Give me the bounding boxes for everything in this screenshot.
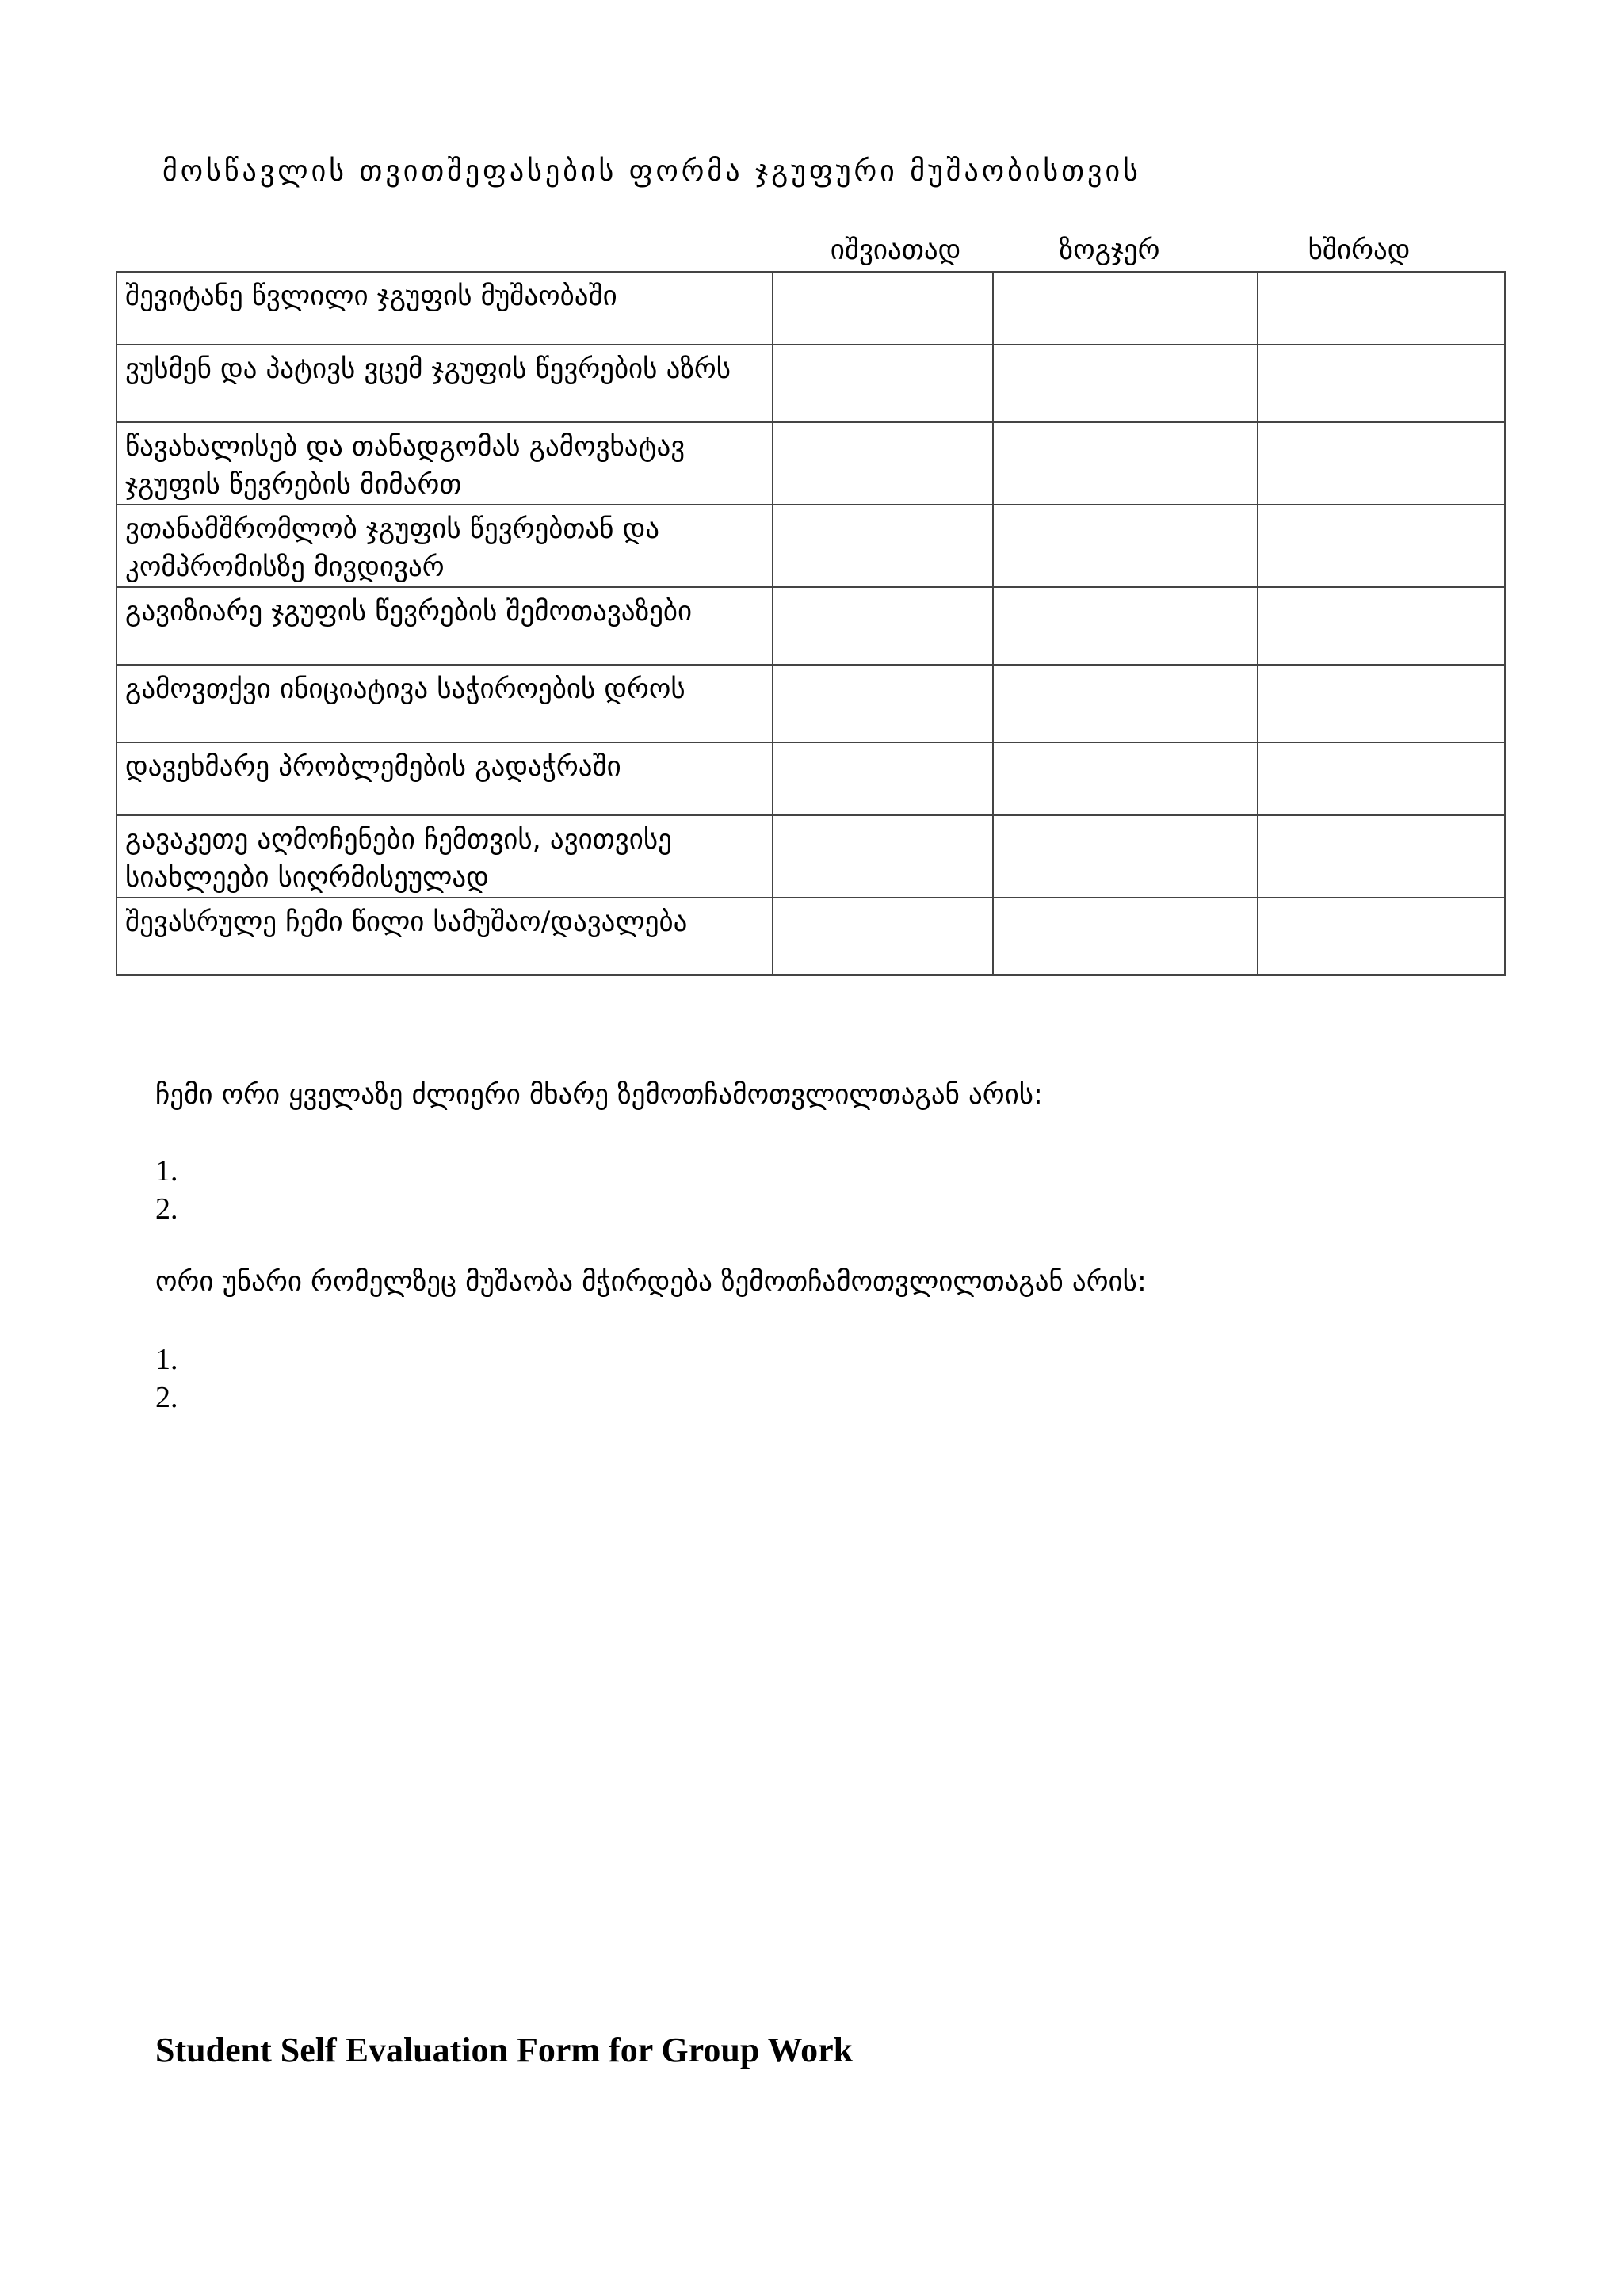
column-header-sometimes: ზოგჯერ <box>1059 235 1160 266</box>
strength-item-1: 1. <box>155 1154 178 1188</box>
rating-cell-often[interactable] <box>1258 505 1505 587</box>
table-row <box>116 505 1505 587</box>
table-row <box>116 815 1505 898</box>
statement-cell: შევიტანე წვლილი ჯგუფის მუშაობაში <box>116 272 773 345</box>
statement-cell: შევასრულე ჩემი წილი სამუშაო/დავალება <box>116 898 773 975</box>
rating-cell-rarely[interactable] <box>773 742 993 815</box>
improvements-prompt: ორი უნარი რომელზეც მუშაობა მჭირდება ზემოთჩამოთვლილთაგან არის: <box>155 1266 1147 1298</box>
form-title: მოსწავლის თვითშეფასების ფორმა ჯგუფური მუშაობისთვის <box>162 155 1141 188</box>
table-row <box>116 898 1505 975</box>
rating-cell-sometimes[interactable] <box>993 587 1258 665</box>
column-header-often: ხშირად <box>1308 235 1411 266</box>
rating-cell-often[interactable] <box>1258 272 1505 345</box>
improvement-item-2: 2. <box>155 1381 178 1414</box>
rating-cell-rarely[interactable] <box>773 505 993 587</box>
statement-cell: გავიზიარე ჯგუფის წევრების შემოთავაზები <box>116 587 773 665</box>
rating-cell-often[interactable] <box>1258 665 1505 742</box>
rating-cell-rarely[interactable] <box>773 272 993 345</box>
rating-cell-rarely[interactable] <box>773 815 993 898</box>
evaluation-table <box>116 271 1506 976</box>
rating-cell-sometimes[interactable] <box>993 742 1258 815</box>
rating-cell-sometimes[interactable] <box>993 345 1258 422</box>
table-row <box>116 422 1505 505</box>
rating-cell-often[interactable] <box>1258 815 1505 898</box>
statement-cell: ვთანამშრომლობ ჯგუფის წევრებთან და კომპრომისზე მივდივარ <box>116 505 773 587</box>
rating-cell-rarely[interactable] <box>773 345 993 422</box>
rating-cell-rarely[interactable] <box>773 587 993 665</box>
rating-cell-sometimes[interactable] <box>993 665 1258 742</box>
rating-cell-often[interactable] <box>1258 898 1505 975</box>
statement-cell: ვუსმენ და პატივს ვცემ ჯგუფის წევრების აზრს <box>116 345 773 422</box>
rating-cell-often[interactable] <box>1258 587 1505 665</box>
rating-cell-sometimes[interactable] <box>993 422 1258 505</box>
strengths-prompt: ჩემი ორი ყველაზე ძლიერი მხარე ზემოთჩამოთვლილთაგან არის: <box>155 1079 1043 1111</box>
statement-cell: გამოვთქვი ინიციატივა საჭიროების დროს <box>116 665 773 742</box>
rating-cell-rarely[interactable] <box>773 422 993 505</box>
table-row <box>116 272 1505 345</box>
rating-cell-often[interactable] <box>1258 742 1505 815</box>
rating-cell-rarely[interactable] <box>773 665 993 742</box>
statement-cell: გავაკეთე აღმოჩენები ჩემთვის, ავითვისე სიახლეები სიღრმისეულად <box>116 815 773 898</box>
table-row <box>116 587 1505 665</box>
table-row <box>116 345 1505 422</box>
table-row <box>116 742 1505 815</box>
statement-cell: წავახალისებ და თანადგომას გამოვხატავ ჯგუფის წევრების მიმართ <box>116 422 773 505</box>
strength-item-2: 2. <box>155 1192 178 1226</box>
english-title: Student Self Evaluation Form for Group Work <box>155 2031 854 2069</box>
improvement-item-1: 1. <box>155 1343 178 1376</box>
statement-cell: დავეხმარე პრობლემების გადაჭრაში <box>116 742 773 815</box>
rating-cell-rarely[interactable] <box>773 898 993 975</box>
rating-cell-sometimes[interactable] <box>993 505 1258 587</box>
rating-cell-often[interactable] <box>1258 422 1505 505</box>
rating-cell-often[interactable] <box>1258 345 1505 422</box>
table-row <box>116 665 1505 742</box>
rating-cell-sometimes[interactable] <box>993 898 1258 975</box>
rating-cell-sometimes[interactable] <box>993 815 1258 898</box>
rating-cell-sometimes[interactable] <box>993 272 1258 345</box>
column-header-rarely: იშვიათად <box>830 235 961 266</box>
